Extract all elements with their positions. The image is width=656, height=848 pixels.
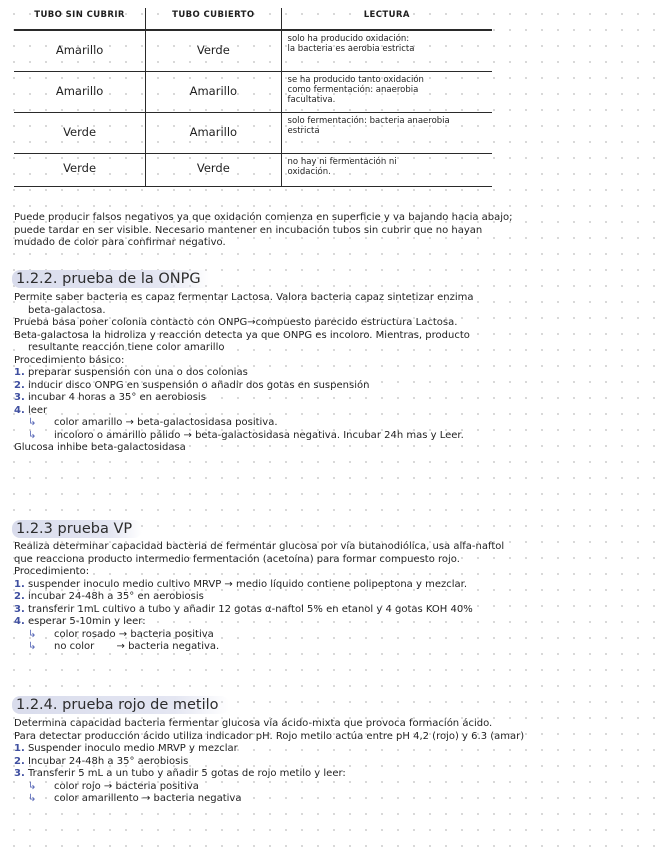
- result-item: ↳ color rosado → bacteria positiva: [14, 629, 644, 642]
- heading-onpg: 1.2.2. prueba de la ONPG: [12, 270, 211, 288]
- section-rojo-metilo: Determina capacidad bacteria fermentar glucosa vía ácido-mixta que provoca formación ácido. Para detectar producción ácido utiliza indicador pH. Rojo metilo actúa entre pH 4,2 (rojo) y 6.3 (amar) 1. Suspender inoculo medio MRVP y mezclar 2. Incubar 24-48h a 35° aerobiosis 3. Transferir 5 mL a un tubo y añadir 5 gotas de rojo metilo y leer: ↳ color rojo → bacteria positiva ↳ color amarillento → bacteria negativa: [14, 718, 644, 806]
- table-row: [14, 113, 492, 154]
- cell-sin-cubrir: Verde: [63, 125, 97, 139]
- heading-vp: 1.2.3 prueba VP: [12, 520, 142, 538]
- cell-cubierto: Amarillo: [189, 125, 238, 139]
- list-item: 3. transferir 1mL cultivo a tubo y añadir 12 gotas α-naftol 5% en etanol y 4 gotas KOH 40%: [14, 603, 473, 615]
- cell-lectura: solo ha producido oxidación: la bacteria es aerobia estricta: [287, 34, 415, 54]
- arrow-icon: ↳: [28, 793, 37, 804]
- section-vp: Realiza determinar capacidad bacteria de fermentar glucosa por vía butanodiólica, usa alfa-naftol que reacciona producto intermedio fermentación (acetoína) para formar compuesto rojo. Procedimiento: 1. suspender inoculo medio cultivo MRVP → medio líquido contiene polipeptona y mezclar. 2. incubar 24-48h a 35° en aerobiosis 3. transferir 1mL cultivo a tubo y añadir 12 gotas α-naftol 5% en etanol y 4 gotas KOH 40% 4. esperar 5-10min y leer: ↳ color rosado → bacteria positiva ↳ no color → bacteria negativa.: [14, 541, 644, 654]
- cell-sin-cubrir: Amarillo: [55, 84, 104, 98]
- cell-cubierto: Amarillo: [189, 84, 238, 98]
- result-item: ↳ incoloro o amarillo pálido → beta-galactosidasa negativa. Incubar 24h mas y Leer.: [14, 430, 644, 443]
- result-item: ↳ no color → bacteria negativa.: [14, 641, 644, 654]
- arrow-icon: ↳: [28, 628, 37, 640]
- section-onpg: Permite saber bacteria es capaz fermentar Lactosa. Valora bacteria capaz sintetizar enzima beta-galactosa. Prueba basa poner colonia contacto con ONPG→compuesto parecido estructura Lactosa. Beta-galactosa la hidroliza y reacción detecta ya que ONPG es incoloro. Mientras, producto resultante reacción tiene color amarillo Procedimiento básico: 1. preparar suspensión con una o dos colonias 2. inducir disco ONPG en suspensión o añadir dos gotas en suspensión 3. incubar 4 horas a 35° en aerobiosis 4. leer ↳ color amarillo → beta-galactosidasa positiva. ↳ incoloro o amarillo pálido → beta-galactosidasa negativa. Incubar 24h mas y Leer. Glucosa inhibe beta-galactosidasa: [14, 292, 644, 455]
- cell-sin-cubrir: Verde: [63, 161, 97, 175]
- list-item: 2. inducir disco ONPG en suspensión o añadir dos gotas en suspensión: [14, 379, 370, 391]
- header-tubo-cubierto: TUBO CUBIERTO: [146, 8, 281, 30]
- list-item: 1. Suspender inoculo medio MRVP y mezclar: [14, 743, 238, 754]
- arrow-icon: ↳: [28, 417, 37, 428]
- note-paragraph: Puede producir falsos negativos ya que oxidación comienza en superficie y va bajando hacia abajo; puede tardar en ser visible. Necesario mantener en incubación tubos sin cubrir que no hayan mudado de color para confirmar negativo.: [14, 212, 513, 248]
- table-row: [14, 72, 492, 113]
- result-item: ↳ color amarillo → beta-galactosidasa positiva.: [14, 417, 644, 430]
- cell-lectura: solo fermentación: bacteria anaerobia estricta: [287, 116, 450, 136]
- arrow-icon: ↳: [28, 641, 37, 652]
- header-tubo-sin-cubrir: TUBO SIN CUBRIR: [14, 8, 146, 30]
- list-item: 3. Transferir 5 mL a un tubo y añadir 5 gotas de rojo metilo y leer:: [14, 768, 346, 779]
- cell-cubierto: Verde: [196, 43, 230, 57]
- cell-cubierto: Verde: [196, 161, 230, 175]
- arrow-icon: ↳: [28, 429, 37, 441]
- cell-lectura: no hay ni fermentación ni oxidación.: [287, 157, 397, 177]
- result-item: ↳ color amarillento → bacteria negativa: [14, 793, 644, 806]
- list-item: 2. incubar 24-48h a 35° en aerobiosis: [14, 591, 204, 602]
- list-item: 3. incubar 4 horas a 35° en aerobiosis: [14, 392, 206, 403]
- cell-lectura: se ha producido tanto oxidación como fermentación: anaerobia facultativa.: [287, 75, 424, 105]
- list-item: 4. esperar 5-10min y leer:: [14, 616, 146, 627]
- result-item: ↳ color rojo → bacteria positiva: [14, 781, 644, 794]
- list-item: 4. leer: [14, 404, 48, 416]
- list-item: 1. preparar suspensión con una o dos colonias: [14, 367, 248, 378]
- table-row: [14, 154, 492, 187]
- results-table: [14, 8, 492, 187]
- table-row: [14, 30, 492, 72]
- list-item: 2. Incubar 24-48h a 35° aerobiosis: [14, 755, 189, 767]
- cell-sin-cubrir: Amarillo: [55, 43, 104, 57]
- arrow-icon: ↳: [28, 780, 37, 792]
- list-item: 1. suspender inoculo medio cultivo MRVP → medio líquido contiene polipeptona y mezclar.: [14, 578, 467, 590]
- heading-rojo-metilo: 1.2.4. prueba rojo de metilo: [12, 696, 229, 714]
- header-lectura: LECTURA: [281, 8, 492, 30]
